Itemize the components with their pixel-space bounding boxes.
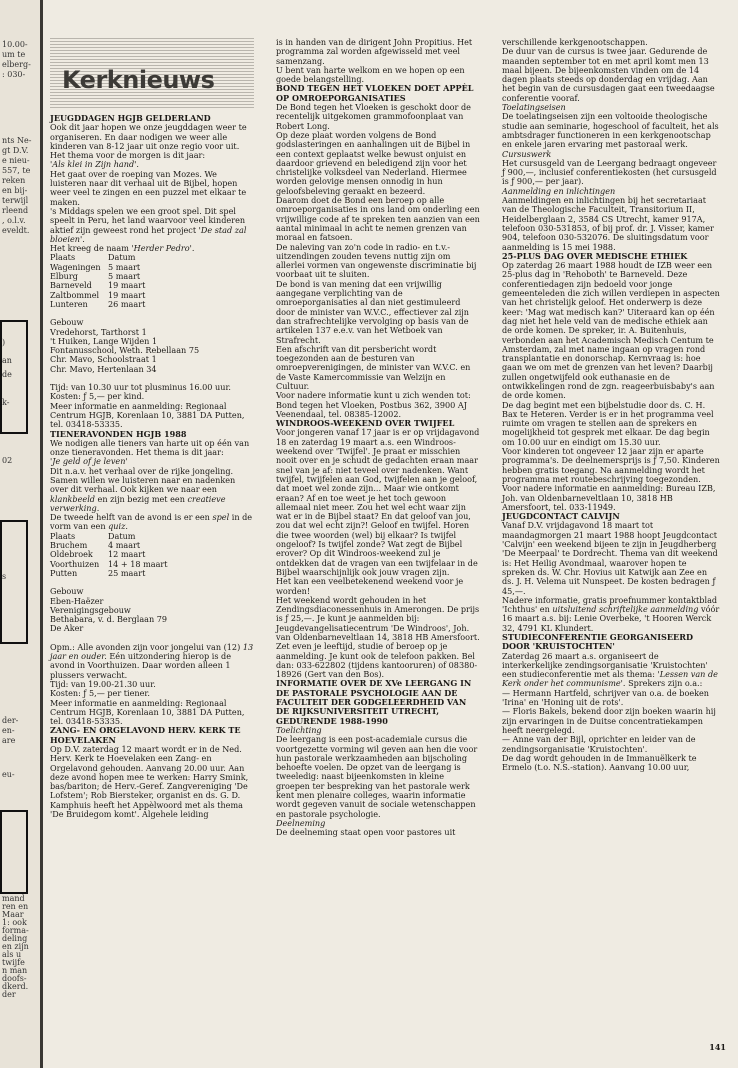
strip-text: an bbox=[2, 356, 12, 365]
strip-text: rleend bbox=[2, 206, 29, 215]
strip-text: der- bbox=[2, 716, 19, 725]
article-title-studieconferentie: STUDIECONFERENTIE GEORGANISEERD DOOR 'KRUISTOCHTEN' bbox=[502, 632, 693, 652]
article-title-tieneravonden: TIENERAVONDEN HGJB 1988 bbox=[50, 428, 187, 439]
strip-text: en- bbox=[2, 726, 15, 735]
page-number: 141 bbox=[709, 1042, 726, 1052]
strip-text: are bbox=[2, 736, 16, 745]
article-title-leergang: INFORMATIE OVER DE XVe LEERGANG IN DE PASTORALE PSYCHOLOGIE AAN DE FACULTEIT DER GODGELEERDHEID VAN DE RIJKSUNIVERSITEIT UTRECHT, GEDURENDE 1988-1990 bbox=[276, 678, 472, 726]
strip-text: , o.l.v. bbox=[2, 216, 26, 225]
strip-text: en bij- bbox=[2, 186, 28, 195]
strip-text: eu- bbox=[2, 770, 15, 779]
section-banner bbox=[50, 38, 254, 108]
strip-text: ) bbox=[2, 338, 6, 347]
strip-text: 02 bbox=[2, 456, 13, 465]
strip-text: doofs- bbox=[2, 974, 27, 983]
article-title-zang: ZANG- EN ORGELAVOND HERV. KERK TE HOEVELAKEN bbox=[50, 725, 241, 745]
strip-text: e nieu- bbox=[2, 156, 30, 165]
strip-text: n man bbox=[2, 966, 28, 975]
previous-page-edge bbox=[0, 0, 43, 1068]
strip-text: : 030- bbox=[2, 70, 26, 79]
column-1: Kerknieuws JEUGDDAGEN HGJB GELDERLAND Ook dit jaar hopen we onze jeugddagen weer te organiseren. En daar nodigen we weer alle kinderen van 8-12 jaar uit onze regio voor uit. Het thema voor de morgen is dit jaar: 'Als klei in Zijn hand'. Het gaat over de roeping van Mozes. We luisteren naar dit verhaal uit de Bijbel, hopen weer veel te zingen en een puzzel met elkaar te maken. 's Middags spelen we een groot spel. Dit spel speelt in Peru, het land waarvoor veel kinderen aktief zijn geweest rond het project 'De stad zal bloeien'. Het kreeg de naam 'Herder Pedro'. Plaats Datum Wageningen 5 maart Elburg 5 maart Barneveld 19 maart Zaltbommel 19 maart Lunteren 26 maart Gebouw Vredehorst, Tarthorst 1 't Huiken, Lange Wijden 1 Fontanusschool, Weth. Rebellaan 75 Chr. Mavo, Schoolstraat 1 Chr. Mavo, Hertenlaan 34 Tijd: van 10.30 uur tot plusminus 16.00 uur. Kosten: ƒ 5,— per kind. Meer informatie en aanmelding: Regionaal Centrum HGJB, Korenlaan 10, 3881 DA Putten, tel. 03418-53335. TIENERAVONDEN HGJB 1988 We nodigen alle tieners van harte uit op één van onze tieneravonden. Het thema is dit jaar: 'Je geld of je leven' Dit n.a.v. het verhaal over de rijke jongeling. Samen willen we luisteren naar en nadenken over dit verhaal. Ook kijken we naar een klankbeeld en zijn bezig met een creatieve verwerking. De tweede helft van de avond is er een spel in de vorm van een quiz. Plaats Datum Bruchem 4 maart Oldebroek 12 maart Voorthuizen 14 + 18 maart Putten 25 maart Gebouw Eben-Haëzer Verenigingsgebouw Bethabara, v. d. Berglaan 79 De Aker Opm.: Alle avonden zijn voor jongelui van (12) 13 jaar en ouder. Eén uitzondering hierop is de avond in Voorthuizen. Daar worden alleen 1 plussers verwacht. Tijd: van 19.00-21.30 uur. Kosten: ƒ 5,— per tiener. Meer informatie en aanmelding: Regionaal Centrum HGJB, Korenlaan 10, 3881 DA Putten, tel. 03418-53335. ZANG- EN ORGELAVOND HERV. KERK TE HOEVELAKEN Op D.V. zaterdag 12 maart wordt er in de Ned. Herv. Kerk te Hoevelaken een Zang- en Orgelavond gehouden. Aanvang 20.00 uur. Aan deze avond hopen mee te werken: Harry Smink, bas/bariton; de Herv.-Geref. Zangvereniging 'De Lofstem'; Rob Biersteker, organist en ds. G. D. Kamphuis heeft het Appèlwoord met als thema 'De Bruidegom komt'. Algehele leiding bbox=[50, 38, 254, 819]
strip-text: als u bbox=[2, 950, 22, 959]
strip-text: twijfe bbox=[2, 958, 25, 967]
strip-text: k- bbox=[2, 398, 10, 407]
article-title-jeugddagen: JEUGDDAGEN HGJB GELDERLAND bbox=[50, 113, 211, 123]
column-2: is in handen van de dirigent John Propitius. Het programma zal worden afgewisseld met veel samenzang. U bent van harte welkom en we hopen op een goede belangstelling. BOND TEGEN HET VLOEKEN DOET APPÈL OP OMROEPORGANISATIES De Bond tegen het Vloeken is geschokt door de recentelijk uitgekomen grammofoonplaat van Robert Long. Op deze plaat worden volgens de Bond godslasteringen en aanhalingen uit de Bijbel in een context geplaatst welke bewust onjuist en daardoor grievend en beledigend zijn voor het christelijke volksdeel van Nederland. Hiermee worden gelovige mensen onnodig in hun geloofsbeleving geraakt en bezeerd. Daarom doet de Bond een beroep op alle omroeporganisaties in ons land om onderling een vrijwillige code af te spreken ten aanzien van een aantal minimaal in acht te nemen grenzen van moraal en fatsoen. De naleving van zo'n code in radio- en t.v.-uitzendingen zouden tevens nuttig zijn om allerlei vormen van ongewenste discriminatie bij voorbaat uit te sluiten. De bond is van mening dat een vrijwillig aangegane verplichting van de omroeporganisaties al dan niet gestimuleerd door de minister van W.V.C., effectiever zal zijn dan strafrechtelijke vervolging op basis van de artikelen 137 e.e.v. van het Wetboek van Strafrecht. Een afschrift van dit persbericht wordt toegezonden aan de besturen van omroepverenigingen, de minister van W.V.C. en de Vaste Kamercommissie van Welzijn en Cultuur. Voor nadere informatie kunt u zich wenden tot: Bond tegen het Vloeken, Postbus 362, 3900 AJ Veenendaal, tel. 08385-12002. WINDROOS-WEEKEND OVER TWIJFEL Voor jongeren vanaf 17 jaar is er op vrijdagavond 18 en zaterdag 19 maart a.s. een Windroos-weekend over 'Twijfel'. Je praat er misschien nooit over en je schudt de gedachten eraan maar snel van je af: niet teveel over nadenken. Want twijfel, twijfelen aan God, twijfelen aan je geloof, dat moet wel zonde zijn... Maar wie ontkomt eraan? Af en toe weet je het toch gewoon allemaal niet meer. Zou het wel echt waar zijn wat er in de Bijbel staat? En dat geloof van jou, zou dat wel echt zijn?! Geloof en twijfel. Horen die twee woorden (wel) bij elkaar? Is twijfel ongeloof? Is twijfel zonde? Wat zegt de Bijbel erover? Op dit Windroos-weekend zul je ontdekken dat de vragen van een twijfelaar in de Bijbel waarschijnlijk ook jouw vragen zijn. Het kan een veelbetekenend weekend voor je worden! Het weekend wordt gehouden in het Zendingsdiaconessenhuis in Amerongen. De prijs is ƒ 25,—. Je kunt je aanmelden bij: Jeugdevangelisatiecentrum 'De Windroos', Joh. van Oldenbarneveltlaan 14, 3818 HB Amersfoort. Zet even je leeftijd, studie of beroep op je aanmelding. Je kunt ook de telefoon pakken. Bel dan: 033-622802 (tijdens kantooruren) of 08380-18926 (Gert van den Bos). INFORMATIE OVER DE XVe LEERGANG IN DE PASTORALE PSYCHOLOGIE AAN DE FACULTEIT DER GODGELEERDHEID VAN DE RIJKSUNIVERSITEIT UTRECHT, GEDURENDE 1988-1990 Toelichting De leergang is een post-academiale cursus die voortgezette vorming wil geven aan hen die voor hun pastorale werkzaamheden aan bijscholing behoefte voelen. De opzet van de leergang is tweeledig: naast bijeenkomsten in kleine groepen ter bespreking van het pastorale werk kent men plenaire colleges, waarin informatie wordt gegeven vanuit de sociale wetenschappen en pastorale psychologie. Deelneming De deelneming staat open voor pastores uit bbox=[276, 37, 480, 838]
strip-text: 557, te bbox=[2, 166, 31, 175]
schedule-table-tieneravonden: Plaats Datum Bruchem 4 maart Oldebroek 12 maart Voorthuizen 14 + 18 maart Putten 25 maart bbox=[50, 530, 168, 578]
strip-text: dkerd. bbox=[2, 982, 29, 991]
strip-text: terwijl bbox=[2, 196, 29, 205]
article-title-bond: BOND TEGEN HET VLOEKEN DOET APPÈL OP OMROEPORGANISATIES bbox=[276, 83, 474, 103]
schedule-table-jeugddagen: Plaats Datum Wageningen 5 maart Elburg 5 maart Barneveld 19 maart Zaltbommel 19 maart Lunteren 26 maart bbox=[50, 252, 146, 309]
strip-text: eveldt. bbox=[2, 226, 30, 235]
strip-text: forma- bbox=[2, 926, 29, 935]
strip-text: Maar bbox=[2, 910, 24, 919]
strip-black-bar bbox=[0, 520, 28, 644]
strip-text: 1: ook bbox=[2, 918, 27, 927]
article-title-windroos: WINDROOS-WEEKEND OVER TWIJFEL bbox=[276, 418, 455, 429]
strip-text: deling bbox=[2, 934, 28, 943]
strip-text: en zijn bbox=[2, 942, 29, 951]
strip-black-bar bbox=[0, 810, 28, 894]
strip-text: der bbox=[2, 990, 16, 999]
strip-text: mand bbox=[2, 894, 25, 903]
strip-text: de bbox=[2, 370, 12, 379]
strip-black-bar bbox=[0, 320, 28, 434]
article-title-25plus: 25-PLUS DAG OVER MEDISCHE ETHIEK bbox=[502, 250, 688, 261]
strip-text: reken bbox=[2, 176, 26, 185]
article-title-calvijn: JEUGDCONTACT CALVIJN bbox=[502, 511, 620, 522]
column-3: verschillende kerkgenootschappen. De duur van de cursus is twee jaar. Gedurende de maanden september tot en met april komt men 13 maal bijeen. De bijeenkomsten vinden om de 14 dagen plaats steeds op donderdag en vrijdag. Aan het begin van de cursusdagen gaat een tweedaagse conferentie vooraf. Toelatingseisen De toelatingseisen zijn een voltooide theologische studie aan seminarie, hogeschool of faculteit, het als ambtsdrager functioneren in een kerkgenootschap en enkele jaren ervaring met pastoraal werk. Cursuswerk Het cursusgeld van de Leergang bedraagt ongeveer ƒ 900,—, inclusief conferentiekosten (het cursusgeld is ƒ 900,— per jaar). Aanmelding en inlichtingen Aanmeldingen en inlichtingen bij het secretariaat van de Theologische Faculteit, Transitorium II, Heidelberglaan 2, 3584 CS Utrecht, kamer 917A, telefoon 030-531853, of bij prof. dr. J. Visser, kamer 904, telefoon 030-532076. De sluitingsdatum voor aanmelding is 15 mei 1988. 25-PLUS DAG OVER MEDISCHE ETHIEK Op zaterdag 26 maart 1988 houdt de IZB weer een 25-plus dag in 'Rehoboth' te Barneveld. Deze conferentiedagen zijn bedoeld voor jonge gemeenteleden die zich willen verdiepen in aspecten van het christelijk geloof. Het onderwerp is deze keer: 'Mag wat medisch kan?' Uiteraard kan op één dag niet het hele veld van de medische ethiek aan de orde komen. De spreker, ir. A. Buitenhuis, verbonden aan het Academisch Medisch Centum te Amsterdam, zal met name ingaan op vragen rond transplantatie en donorschap. Kernvraag is: hoe gaan we om met de grenzen van het leven? Daarbij zullen ongetwijfeld ook euthanasie en de ontwikkelingen rond de zgn. reageerbuisbaby's aan de orde komen. De dag begint met een bijbelstudie door ds. C. H. Bax te Heteren. Verder is er in het programma veel ruimte om vragen te stellen aan de sprekers en mogelijkheid tot gesprek met elkaar. De dag begin om 10.00 uur en eindigt om 15.30 uur. Voor kinderen tot ongeveer 12 jaar zijn er aparte programma's. De deelnemersprijs is ƒ 7,50. Kinderen hebben gratis toegang. Na aanmelding wordt het programma met routebeschrijving toegezonden. Voor nadere informatie en aanmelding: Bureau IZB, Joh. van Oldenbarneveltlaan 10, 3818 HB Amersfoort, tel. 033-11949. JEUGDCONTACT CALVIJN Vanaf D.V. vrijdagavond 18 maart tot maandagmorgen 21 maart 1988 hoopt Jeugdcontact 'Calvijn' een weekend bijeen te zijn in Jeugdherberg 'De Meerpaal' te Dordrecht. Thema van dit weekend is: Het Heilig Avondmaal, waarover hopen te spreken ds. W. Chr. Hovius uit Katwijk aan Zee en ds. J. H. Velema uit Nunspeet. De kosten bedragen ƒ 45,—. Nadere informatie, gratis proefnummer kontaktblad 'Ichthus' en uitsluitend schriftelijke aanmelding vóór 16 maart a.s. bij: Lenie Overbeke, 't Hooren Werck 32, 4791 KL Klundert. STUDIECONFERENTIE GEORGANISEERD DOOR 'KRUISTOCHTEN' Zaterdag 26 maart a.s. organiseert de interkerkelijke zendingsorganisatie 'Kruistochten' een studieconferentie met als thema: 'Lessen van de Kerk onder het communisme'. Sprekers zijn o.a.: — Hermann Hartfeld, schrijver van o.a. de boeken 'Irina' en 'Honing uit de rots'. — Floris Bakels, bekend door zijn boeken waarin hij zijn ervaringen in de Duitse concentratiekampen heeft neergelegd. — Anne van der Bijl, oprichter en leider van de zendingsorganisatie 'Kruistochten'. De dag wordt gehouden in de Immanuëlkerk te Ermelo (t.o. N.S.-station). Aanvang 10.00 uur, bbox=[502, 37, 720, 773]
strip-text: um te bbox=[2, 50, 26, 59]
strip-text: elberg- bbox=[2, 60, 31, 69]
strip-text: nts Ne- bbox=[2, 136, 32, 145]
strip-text: 10.00- bbox=[2, 40, 28, 49]
strip-text: ren en bbox=[2, 902, 29, 911]
strip-text: gt D.V. bbox=[2, 146, 29, 155]
strip-text: s bbox=[2, 572, 7, 581]
section-title: Kerknieuws bbox=[62, 66, 215, 94]
page bbox=[50, 38, 726, 1058]
